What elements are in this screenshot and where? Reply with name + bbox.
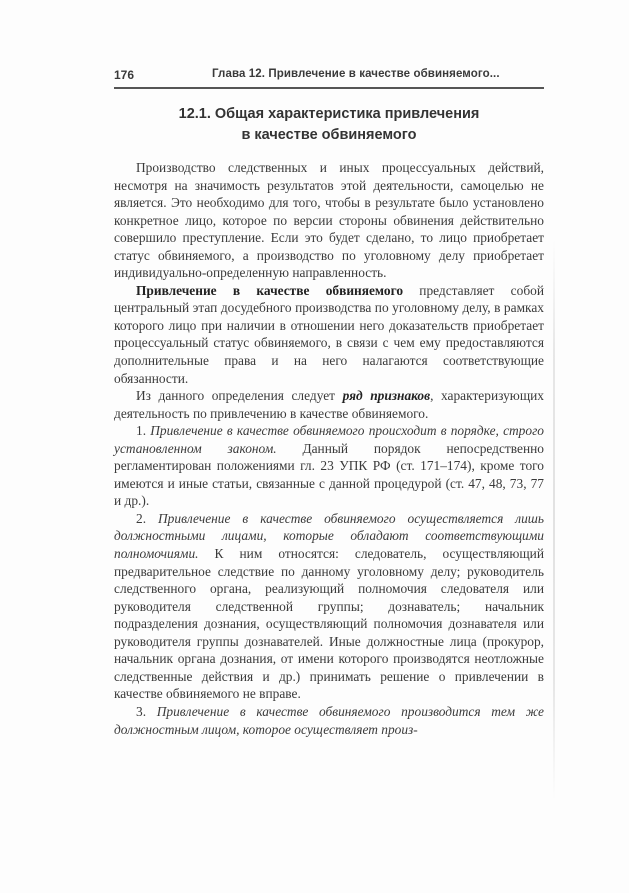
feature-1-number: 1.	[136, 423, 151, 439]
features-text: , характеризующих деятельность по привлечению в качестве обвиняемого.	[114, 388, 544, 421]
header-rule	[114, 87, 544, 89]
section-title-line-1: 12.1. Общая характеристика привлечения	[178, 106, 480, 122]
paragraph-features	[114, 387, 544, 422]
feature-item-1	[114, 422, 544, 510]
features-lead: Из данного определения следует	[136, 388, 343, 404]
running-head	[114, 68, 544, 86]
feature-2-number: 2.	[136, 510, 159, 526]
feature-1-text: Данный порядок непосредственно регламентирован положениями гл. 23 УПК РФ (ст. 171–174), кроме того имеются и иные статьи, связанные с данной процедурой (ст. 47, 48, 73, 77 и др.).	[114, 440, 544, 509]
features-term: ряд признаков	[342, 388, 431, 404]
scan-edge-shadow	[553, 240, 555, 800]
section-title-line-2: в качестве обвиняемого	[241, 127, 417, 143]
section-title	[114, 104, 544, 146]
feature-1-heading: Привлечение в качестве обвиняемого происходит в порядке, строго установленном законом.	[114, 423, 544, 456]
paragraph-definition	[114, 282, 544, 387]
feature-item-2	[114, 510, 544, 703]
feature-2-heading: Привлечение в качестве обвиняемого осуществляется лишь должностными лицами, которые обладают соответствующими полномочиями.	[114, 510, 544, 562]
chapter-title: Глава 12. Привлечение в качестве обвиняемого...	[212, 68, 500, 80]
feature-3-number: 3.	[136, 703, 157, 719]
definition-text: представляет собой центральный этап досудебного производства по уголовному делу, в рамках которого лицо при наличии в отношении него доказательств приобретает процессуальный статус обвиняемого, в связи с чем ему предоставляются дополнительные права и на него налагаются соответствующие обязанности.	[114, 282, 544, 386]
feature-3-heading: Привлечение в качестве обвиняемого производится тем же должностным лицом, которое осуществляет произ-	[114, 703, 544, 737]
paragraph-intro: Производство следственных и иных процессуальных действий, несмотря на значимость результатов этой деятельности, самоцелью не является. Это необходимо для того, чтобы в результате было установлено конкретное лицо, которое по версии стороны обвинения действительно совершило преступление. Если это будет сделано, то лицо приобретает статус обвиняемого, а производство по уголовному делу приобретает индивидуально-определенную направленность.	[114, 160, 544, 281]
definition-term: Привлечение в качестве обвиняемого	[136, 282, 404, 298]
body-text	[114, 159, 544, 738]
feature-2-text: К ним относятся: следователь, осуществляющий предварительное следствие по данному уголовному делу; руководитель следственного органа, реализующий полномочия следователя или руководителя следственной группы; дознаватель; начальник подразделения дознания, осуществляющий полномочия дознавателя или руководителя группы дознавателей. Иные должностные лица (прокурор, начальник органа дознания, от имени которого производятся неотложные следственные действия и др.) принимать решение о привлечении в качестве обвиняемого не вправе.	[114, 546, 544, 702]
page-number: 176	[114, 68, 135, 82]
feature-item-3	[114, 703, 544, 738]
